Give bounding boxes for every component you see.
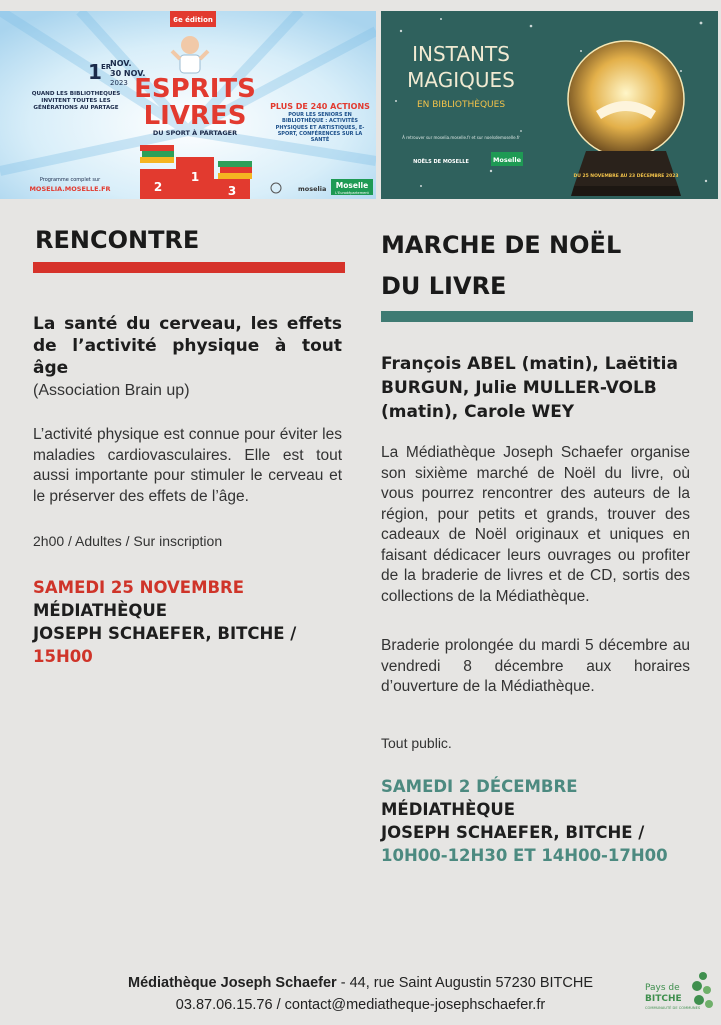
rencontre-venue-2: JOSEPH SCHAEFER, BITCHE / <box>33 624 297 643</box>
date-sup: ER <box>101 63 112 71</box>
date-end: 30 NOV. <box>110 69 146 78</box>
rencontre-date: SAMEDI 25 NOVEMBRE <box>33 578 245 597</box>
date-day: 1 <box>88 60 102 84</box>
moselle-logo-sub: L'Eurodépartement <box>335 191 369 195</box>
esprits-livres-banner <box>0 11 376 199</box>
marche-audience: Tout public. <box>381 735 452 751</box>
marche-date-block <box>381 775 668 867</box>
podium-3: 3 <box>227 184 237 198</box>
poster-title-1: ESPRITS <box>134 74 256 104</box>
snow-globe-icon <box>568 41 684 196</box>
logo-line-3: COMMUNAUTÉ DE COMMUNES <box>645 1006 701 1010</box>
date-year: 2023 <box>110 79 128 87</box>
actions-text: POUR LES SÉNIORS EN BIBLIOTHÈQUE : ACTIVITÉS PHYSIQUES ET ARTISTIQUES, E-SPORT, CONFÉRENCES SUR LA SANTÉ <box>275 112 365 144</box>
rencontre-venue-1: MÉDIATHÈQUE <box>33 601 168 620</box>
athlete-head-icon <box>181 36 199 54</box>
marche-heading-2: DU LIVRE <box>381 272 507 300</box>
logo-line-2: BITCHE <box>645 994 682 1004</box>
moselle-logo: Moselle <box>335 181 369 190</box>
marche-authors: François ABEL (matin), Laëtitia BURGUN, Julie MULLER-VOLB (matin), Carole WEY <box>381 354 678 422</box>
poster-left-text: QUAND LES BIBLIOTHÈQUES INVITENT TOUTES LES GÉNÉRATIONS AU PARTAGE <box>31 91 121 111</box>
footer-address: - 44, rue Saint Augustin 57230 BITCHE <box>336 975 594 991</box>
podium-1: 1 <box>190 170 200 184</box>
poster-tagline: DU SPORT À PARTAGER <box>152 129 238 137</box>
pays-de-bitche-logo <box>643 968 715 1020</box>
marche-heading-1: MARCHE DE NOËL <box>381 231 622 259</box>
footer-contact[interactable]: 03.87.06.15.76 / contact@mediatheque-josephschaefer.fr <box>175 997 546 1013</box>
marche-venue-1: MÉDIATHÈQUE <box>381 800 516 819</box>
edition-label: 6e édition <box>173 16 213 24</box>
rencontre-title: La santé du cerveau, les effets de l’activité physique à tout âge <box>33 314 342 378</box>
footer <box>0 972 721 1016</box>
rencontre-association: (Association Brain up) <box>33 382 190 399</box>
rencontre-description: L’activité physique est connue pour éviter les maladies cardiovasculaires. Elle est tout aussi importante pour stimuler le cerveau et le préserver des effets de l’âge. <box>33 426 342 505</box>
rencontre-heading: RENCONTRE <box>35 226 200 254</box>
marche-description: La Médiathèque Joseph Schaefer organise son sixième marché de Noël du livre, où vous pourrez rencontrer des auteurs de la région, pour petits et grands, trouver des cadeaux de Noël originaux et uniques en faisant dédicacer leurs ouvrages ou profiter de la braderie de livres et de CD, sortis des collections de la Médiathèque. <box>381 444 690 605</box>
rencontre-details: 2h00 / Adultes / Sur inscription <box>33 533 223 549</box>
moselia-logo: moselia <box>298 185 327 193</box>
esprits-livres-poster <box>0 11 376 199</box>
programme-label: Programme complet sur <box>39 177 101 183</box>
moselle-logo-right: Moselle <box>492 156 522 164</box>
footer-address-line <box>0 972 721 994</box>
date-month: NOV. <box>110 59 132 68</box>
magic-title-2: MAGIQUES <box>407 68 515 92</box>
podium-2: 2 <box>153 180 163 194</box>
magic-dates: DU 25 NOVEMBRE AU 23 DÉCEMBRE 2023 <box>573 174 679 179</box>
rencontre-divider <box>33 262 345 273</box>
pays-de-bitche-icon <box>643 968 715 1020</box>
logo-line-1: Pays de <box>645 983 680 993</box>
rencontre-time: 15H00 <box>33 647 93 666</box>
magic-title-1: INSTANTS <box>412 42 510 66</box>
marche-divider <box>381 311 693 322</box>
instants-magiques-banner <box>381 11 718 199</box>
marche-venue-2: JOSEPH SCHAEFER, BITCHE / <box>381 823 645 842</box>
marche-braderie: Braderie prolongée du mardi 5 décembre au vendredi 8 décembre aux horaires d’ouverture de la Médiathèque. <box>381 637 690 695</box>
magic-info: À retrouver sur moselia.moselle.fr et sur noelsdemoselle.fr <box>402 135 520 140</box>
instants-magiques-poster <box>381 11 718 199</box>
programme-url: MOSELIA.MOSELLE.FR <box>29 185 111 193</box>
actions-title: PLUS DE 240 ACTIONS <box>270 102 370 111</box>
magic-subtitle: EN BIBLIOTHÈQUES <box>416 100 506 110</box>
poster-title-2: LIVRES <box>143 101 247 131</box>
marche-date: SAMEDI 2 DÉCEMBRE <box>381 777 578 796</box>
footer-name: Médiathèque Joseph Schaefer <box>127 975 337 991</box>
rencontre-date-block <box>33 576 296 668</box>
noels-logo: NOËLS DE MOSELLE <box>413 159 469 165</box>
marche-time: 10H00-12H30 ET 14H00-17H00 <box>381 846 668 865</box>
